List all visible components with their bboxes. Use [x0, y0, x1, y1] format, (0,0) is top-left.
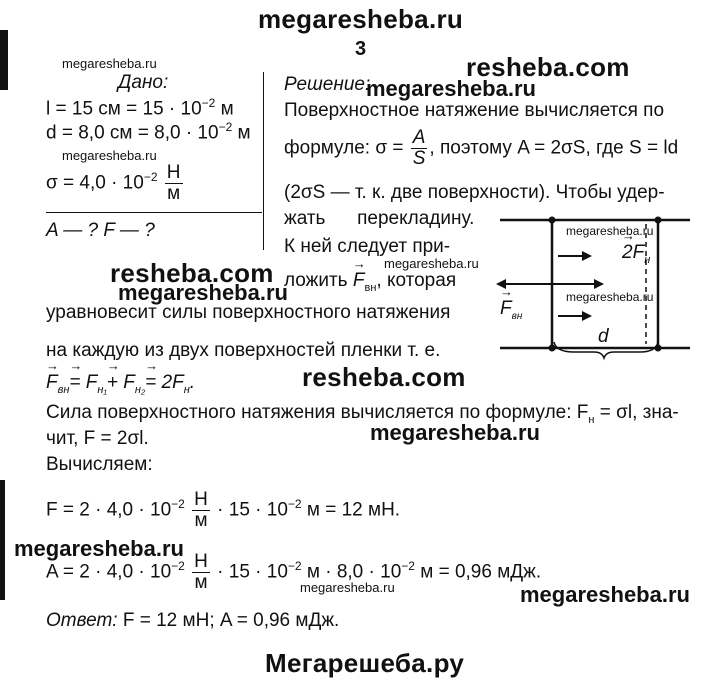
label-2fn: → $2F_н$ — [622, 242, 650, 266]
solution-line-10: Сила поверхностного натяжения вычисляется по формуле: $F_н = \sigma l$, зна- — [46, 402, 679, 426]
answer-line: Ответ: F = 12 мН; A = 0,96 мДж. — [46, 610, 340, 631]
problem-number: 3 — [355, 38, 367, 60]
label-fvn: → $F_{вн}$ — [500, 298, 522, 322]
calc-work: $A = 2 \cdot 4,0 \cdot 10^{-2}$ $\frac{Н}{м}$ · $15 \cdot 10^{-2}$ $м \cdot 8,0 \cdot 10^{-2}$ м = 0,96 мДж. — [46, 551, 542, 593]
solution-line-4: жать перекладину. — [284, 208, 475, 229]
small-watermark-2: megaresheba.ru — [62, 148, 157, 163]
label-fvn-vector: → F — [500, 298, 512, 320]
mid-watermark-1: megaresheba.ru — [366, 76, 536, 101]
vector-equation: → $F_{вн}\to = F_{н_1}\to + F_{н_2}\to = 2F_н$. — [46, 372, 195, 396]
diagram-watermark-2: megaresheba.ru — [566, 290, 654, 304]
solution-line-5: К ней следует при- — [284, 236, 451, 257]
solution-line-2: формуле: σ = $\frac{A}{S}$ , поэтому A = 2σS, где S = ld — [284, 127, 679, 169]
sigma-formula-fraction: $\frac{A}{S}$ — [412, 127, 426, 169]
scan-edge-top — [0, 30, 8, 90]
mid-watermark-5: megaresheba.ru — [520, 582, 690, 607]
given-divider — [46, 212, 262, 213]
resheba-watermark-3: resheba.com — [302, 362, 466, 392]
mid-watermark-4: megaresheba.ru — [14, 536, 184, 561]
mid-watermark-3: megaresheba.ru — [370, 420, 540, 445]
resheba-watermark-2: resheba.com — [110, 258, 274, 288]
diagram-watermark-1: megaresheba.ru — [566, 224, 654, 238]
given-line-d: d = 8,0 см = $8,0 \cdot 10^{-2}$ м — [46, 120, 251, 144]
small-watermark-3: megaresheba.ru — [384, 256, 479, 271]
given-title: Дано: — [118, 72, 169, 93]
footer-watermark: Мегарешеба.ру — [265, 648, 465, 678]
solution-line-3: (2σS — т. к. две поверхности). Чтобы удер- — [284, 182, 665, 203]
solution-line-11: чит, F = 2σl. — [46, 428, 149, 449]
corner-dot-tr — [655, 217, 662, 224]
resheba-watermark-1: resheba.com — [466, 52, 630, 82]
solution-line-7: уравновесит силы поверхностного натяжения — [46, 302, 451, 323]
eq-vec-2: → = F — [69, 372, 97, 394]
label-d: d — [598, 326, 609, 347]
eq-vec-3: → + F — [107, 372, 135, 394]
solution-line-8: на каждую из двух поверхностей пленки т. е. — [46, 340, 441, 361]
given-line-sigma: $\sigma = 4,0 \cdot 10^{-2}$ $\frac{Н}{м}$ — [46, 162, 181, 204]
given-line-l: l = 15 см = $15 \cdot 10^{-2}$ м — [46, 96, 234, 120]
corner-dot-bl — [549, 345, 556, 352]
header-watermark: megaresheba.ru — [258, 4, 464, 34]
solution-line-6: ложить → $F_{вн}$, которая — [284, 270, 456, 294]
solution-title: Решение: — [284, 74, 371, 95]
calc-force-unit-fraction: $\frac{Н}{м}$ — [194, 489, 208, 531]
eq-vec-1: → F — [46, 372, 58, 394]
solution-line-12: Вычисляем: — [46, 454, 153, 475]
given-find: A — ? F — ? — [46, 220, 155, 241]
scan-edge-bottom — [0, 480, 5, 600]
calc-work-unit-fraction: $\frac{Н}{м}$ — [194, 551, 208, 593]
eq-vec-4: → = 2F — [145, 372, 184, 394]
label-2fn-vector: → 2F — [622, 242, 644, 264]
given-unit-fraction: $\frac{Н}{м}$ — [166, 162, 181, 204]
small-watermark-4: megaresheba.ru — [300, 580, 395, 595]
mid-watermark-2: megaresheba.ru — [118, 280, 288, 305]
corner-dot-tl — [549, 217, 556, 224]
solution-line-1: Поверхностное натяжение вычисляется по — [284, 100, 665, 121]
f-vn-vector: → F — [353, 270, 365, 292]
calc-force: $F = 2 \cdot 4,0 \cdot 10^{-2}$ $\frac{Н}{м}$ · $15 \cdot 10^{-2}$ м = 12 мН. — [46, 489, 401, 531]
small-watermark-1: megaresheba.ru — [62, 56, 157, 71]
given-vertical-divider — [263, 72, 264, 250]
